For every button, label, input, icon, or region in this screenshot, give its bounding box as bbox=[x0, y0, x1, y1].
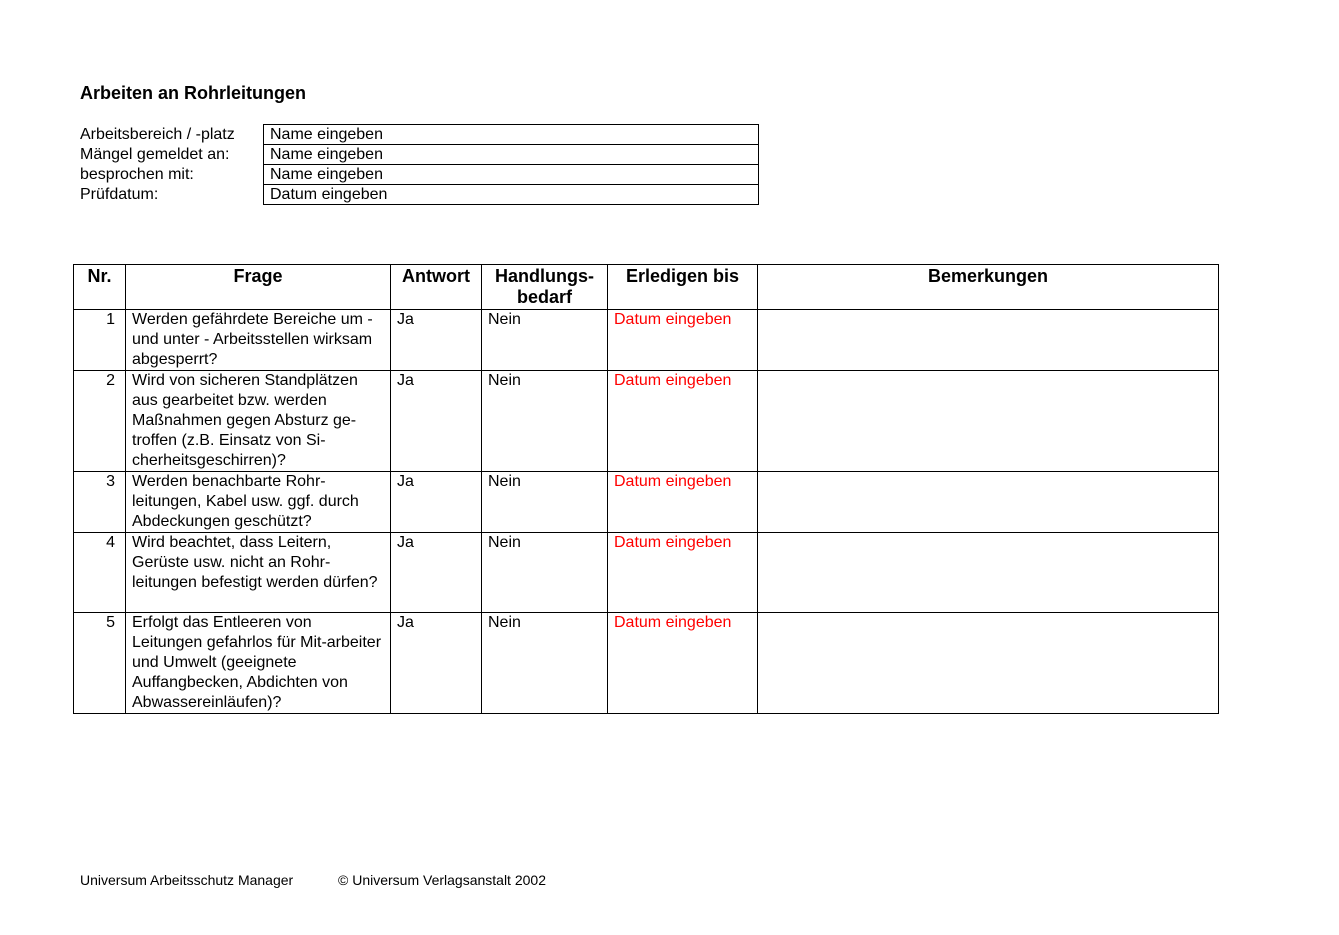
table-row bbox=[74, 533, 1219, 613]
checklist-table bbox=[73, 264, 1219, 714]
row-handlungsbedarf[interactable]: Nein bbox=[482, 613, 608, 714]
info-label-pruefdatum: Prüfdatum: bbox=[80, 186, 159, 203]
header-handlungsbedarf: Handlungs- bedarf bbox=[482, 265, 608, 310]
table-row bbox=[74, 472, 1219, 533]
document-title: Arbeiten an Rohrleitungen bbox=[80, 83, 307, 103]
row-antwort[interactable]: Ja bbox=[391, 371, 482, 472]
header-antwort: Antwort bbox=[391, 265, 482, 310]
row-bemerkungen[interactable] bbox=[758, 310, 1219, 371]
pruefdatum-field[interactable]: Datum eingeben bbox=[264, 184, 758, 204]
row-antwort[interactable]: Ja bbox=[391, 533, 482, 613]
besprochen-mit-field[interactable]: Name eingeben bbox=[264, 164, 758, 184]
row-nr: 1 bbox=[74, 310, 126, 371]
row-frage: Werden benachbarte Rohr-leitungen, Kabel usw. ggf. durch Abdeckungen geschützt? bbox=[126, 472, 391, 533]
table-row bbox=[74, 371, 1219, 472]
row-bemerkungen[interactable] bbox=[758, 472, 1219, 533]
row-nr: 2 bbox=[74, 371, 126, 472]
row-handlungsbedarf[interactable]: Nein bbox=[482, 533, 608, 613]
row-antwort[interactable]: Ja bbox=[391, 472, 482, 533]
row-erledigen-bis[interactable]: Datum eingeben bbox=[608, 533, 758, 613]
arbeitsbereich-field[interactable]: Name eingeben bbox=[270, 126, 383, 143]
header-bemerkungen: Bemerkungen bbox=[758, 265, 1219, 310]
footer-copyright: © Universum Verlagsanstalt 2002 bbox=[338, 872, 546, 888]
info-fields bbox=[263, 124, 759, 205]
row-nr: 4 bbox=[74, 533, 126, 613]
row-handlungsbedarf[interactable]: Nein bbox=[482, 472, 608, 533]
info-label-arbeitsbereich: Arbeitsbereich / -platz bbox=[80, 126, 235, 143]
row-erledigen-bis[interactable]: Datum eingeben bbox=[608, 472, 758, 533]
footer-product: Universum Arbeitsschutz Manager bbox=[80, 872, 294, 888]
row-bemerkungen[interactable] bbox=[758, 533, 1219, 613]
table-header-row bbox=[74, 265, 1219, 310]
row-handlungsbedarf[interactable]: Nein bbox=[482, 310, 608, 371]
row-frage: Wird von sicheren Standplätzen aus gearbeitet bzw. werden Maßnahmen gegen Absturz ge-troffen (z.B. Einsatz von Si-cherheitsgeschirren)? bbox=[126, 371, 391, 472]
maengel-gemeldet-field[interactable]: Name eingeben bbox=[264, 144, 758, 164]
row-frage: Werden gefährdete Bereiche um - und unter - Arbeitsstellen wirksam abgesperrt? bbox=[126, 310, 391, 371]
row-erledigen-bis[interactable]: Datum eingeben bbox=[608, 613, 758, 714]
header-erledigen-bis: Erledigen bis bbox=[608, 265, 758, 310]
row-erledigen-bis[interactable]: Datum eingeben bbox=[608, 310, 758, 371]
row-handlungsbedarf[interactable]: Nein bbox=[482, 371, 608, 472]
row-antwort[interactable]: Ja bbox=[391, 310, 482, 371]
row-frage: Erfolgt das Entleeren von Leitungen gefahrlos für Mit-arbeiter und Umwelt (geeignete Auffangbecken, Abdichten von Abwassereinläufen)? bbox=[126, 613, 391, 714]
table-row bbox=[74, 613, 1219, 714]
row-bemerkungen[interactable] bbox=[758, 371, 1219, 472]
row-antwort[interactable]: Ja bbox=[391, 613, 482, 714]
row-erledigen-bis[interactable]: Datum eingeben bbox=[608, 371, 758, 472]
row-frage: Wird beachtet, dass Leitern, Gerüste usw. nicht an Rohr-leitungen befestigt werden dürfen? bbox=[126, 533, 391, 613]
header-frage: Frage bbox=[126, 265, 391, 310]
row-nr: 5 bbox=[74, 613, 126, 714]
row-nr: 3 bbox=[74, 472, 126, 533]
info-label-besprochen: besprochen mit: bbox=[80, 166, 194, 183]
header-nr: Nr. bbox=[74, 265, 126, 310]
row-bemerkungen[interactable] bbox=[758, 613, 1219, 714]
table-row bbox=[74, 310, 1219, 371]
info-label-maengel: Mängel gemeldet an: bbox=[80, 146, 230, 163]
info-labels bbox=[80, 125, 263, 205]
